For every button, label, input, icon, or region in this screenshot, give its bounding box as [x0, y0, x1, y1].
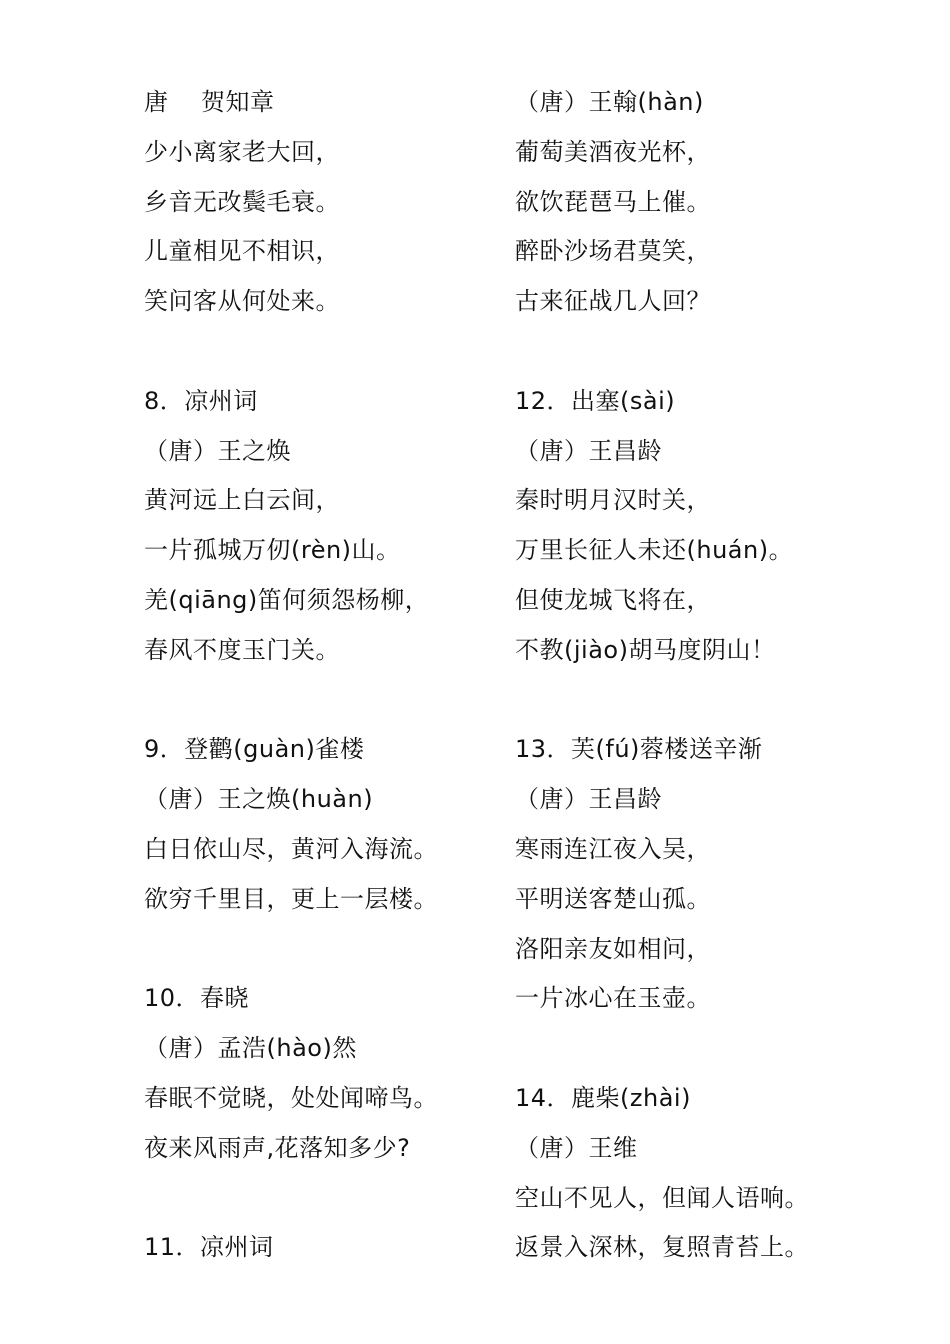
poem-title: 12．出塞(sài): [515, 386, 676, 415]
poem-line: 乡音无改鬓毛衰。: [144, 187, 340, 216]
spacer: [144, 676, 544, 726]
spacer: [515, 1024, 915, 1074]
poem-line: 白日依山尽，黄河入海流。: [144, 834, 438, 863]
poem-title: 9．登鹳(guàn)雀楼: [144, 735, 365, 764]
poem-line: 夜来风雨声,花落知多少?: [144, 1133, 411, 1162]
spacer: [515, 676, 915, 726]
poem-line: 欲饮琵琶马上催。: [515, 187, 711, 216]
author-line: （唐）王昌龄: [515, 436, 662, 465]
spacer: [515, 327, 915, 377]
author-line: （唐）王之焕(huàn): [144, 785, 374, 814]
poem-line: 儿童相见不相识，: [144, 237, 340, 266]
poem-line: 春眠不觉晓，处处闻啼鸟。: [144, 1083, 438, 1112]
poem-title: 8．凉州词: [144, 386, 258, 415]
poem-line: 洛阳亲友如相问，: [515, 934, 711, 963]
author-line: （唐）王维: [515, 1133, 638, 1162]
author-line: 唐 贺知章: [144, 88, 275, 116]
poem-line: 万里长征人未还(huán)。: [515, 536, 794, 565]
poem-line: 笑问客从何处来。: [144, 287, 340, 316]
poem-line: 羌(qiāng)笛何须怨杨柳，: [144, 585, 430, 614]
author-line: （唐）孟浩(hào)然: [144, 1034, 357, 1063]
poem-line: 葡萄美酒夜光杯，: [515, 137, 711, 166]
poem-line: 一片冰心在玉壶。: [515, 984, 711, 1013]
spacer: [144, 925, 544, 975]
poem-title: 13．芙(fú)蓉楼送辛渐: [515, 735, 763, 764]
spacer: [144, 1174, 544, 1224]
poem-title: 14．鹿柴(zhài): [515, 1083, 691, 1112]
poem-line: 秦时明月汉时关，: [515, 486, 711, 515]
author-line: （唐）王之焕: [144, 436, 291, 465]
author-line: （唐）王昌龄: [515, 785, 662, 814]
poem-line: 黄河远上白云间，: [144, 486, 340, 515]
poem-line: 寒雨连江夜入吴，: [515, 834, 711, 863]
poem-line: 空山不见人，但闻人语响。: [515, 1183, 809, 1212]
poem-line: 但使龙城飞将在，: [515, 585, 711, 614]
poem-line: 古来征战几人回？: [515, 287, 711, 316]
poem-line: 平明送客楚山孤。: [515, 884, 711, 913]
poem-line: 返景入深林，复照青苔上。: [515, 1233, 809, 1262]
poem-title: 11．凉州词: [144, 1233, 274, 1262]
poem-line: 醉卧沙场君莫笑，: [515, 237, 711, 266]
left-poem-column: [144, 78, 544, 1273]
poem-line: 一片孤城万仞(rèn)山。: [144, 536, 401, 565]
poem-title: 10．春晓: [144, 984, 250, 1013]
poem-line: 春风不度玉门关。: [144, 635, 340, 664]
right-poem-column: [515, 78, 915, 1273]
poem-line: 不教(jiào)胡马度阴山！: [515, 635, 776, 664]
poem-line: 欲穷千里目，更上一层楼。: [144, 884, 438, 913]
spacer: [144, 327, 544, 377]
poem-line: 少小离家老大回，: [144, 137, 340, 166]
author-line: （唐）王翰(hàn): [515, 88, 704, 116]
